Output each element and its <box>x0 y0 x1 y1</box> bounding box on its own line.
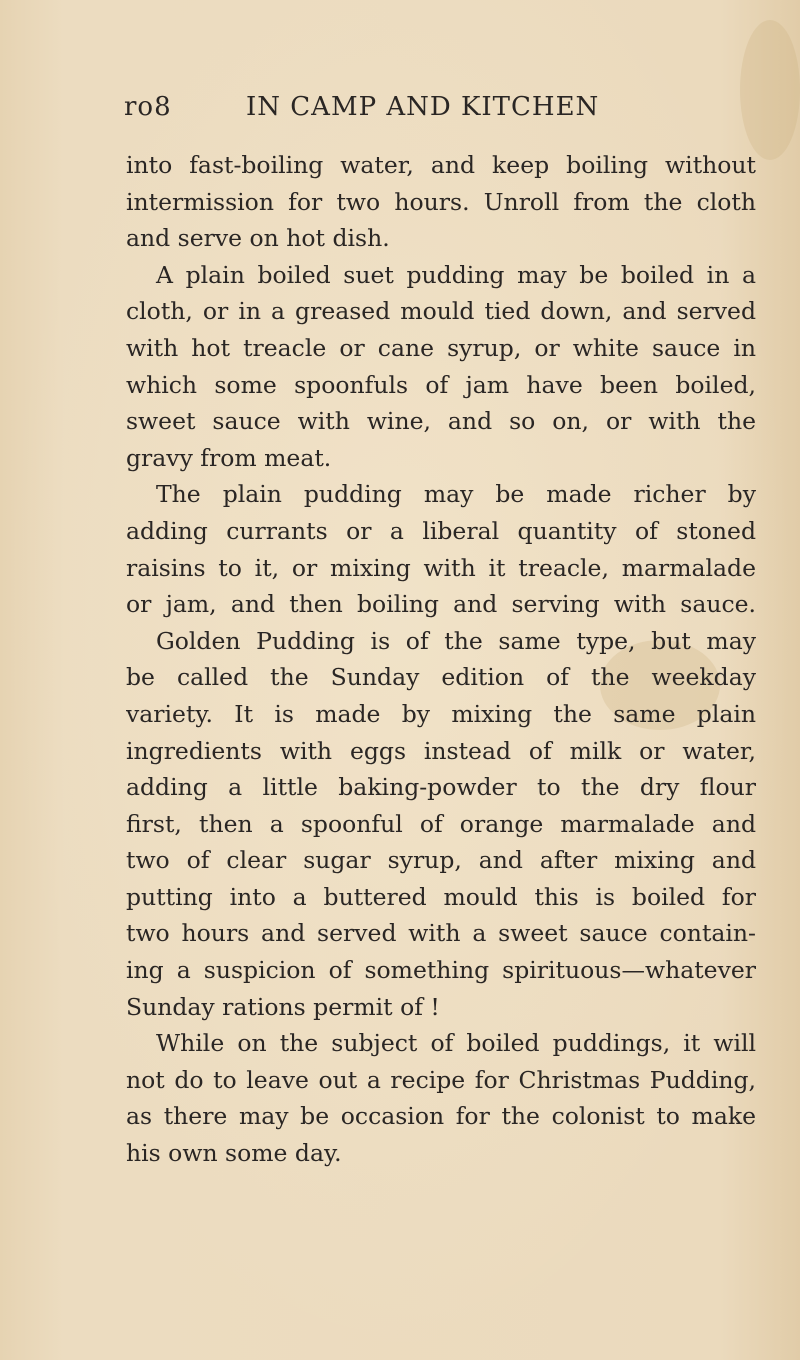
text-line: ing a suspicion of something spirituous—whatever <box>126 956 756 985</box>
text-line: or jam, and then boiling and serving with sauce. <box>126 590 756 619</box>
text-line: sweet sauce with wine, and so on, or with the <box>126 407 756 436</box>
text-line: with hot treacle or cane syrup, or white sauce in <box>126 333 756 362</box>
text-line: and serve on hot dish. <box>126 224 390 253</box>
text-line: While on the subject of boiled puddings, it will <box>156 1029 756 1058</box>
text-line: two hours and served with a sweet sauce contain- <box>126 919 756 948</box>
text-line: ingredients with eggs instead of milk or water, <box>126 736 756 765</box>
text-line: intermission for two hours. Unroll from the cloth <box>126 187 756 216</box>
text-line: Sunday rations permit of ! <box>126 992 440 1021</box>
text-line: adding currants or a liberal quantity of stoned <box>126 516 756 545</box>
body-text <box>126 147 756 1172</box>
text-line: which some spoonfuls of jam have been boiled, <box>126 370 756 399</box>
text-line: gravy from meat. <box>126 443 332 472</box>
paper-stain <box>740 20 800 160</box>
text-line: A plain boiled suet pudding may be boiled in a <box>156 260 756 289</box>
text-line: cloth, or in a greased mould tied down, and served <box>126 297 756 326</box>
text-line: Golden Pudding is of the same type, but may <box>156 626 756 655</box>
text-line: The plain pudding may be made richer by <box>156 480 756 509</box>
text-line: adding a little baking-powder to the dry flour <box>126 773 756 802</box>
text-line: two of clear sugar syrup, and after mixing and <box>126 846 756 875</box>
text-line: first, then a spoonful of orange marmalade and <box>126 809 756 838</box>
text-line: raisins to it, or mixing with it treacle, marmalade <box>126 553 756 582</box>
text-line: into fast-boiling water, and keep boiling without <box>126 151 756 179</box>
running-title: IN CAMP AND KITCHEN <box>246 92 600 122</box>
text-line: putting into a buttered mould this is boiled for <box>126 882 756 911</box>
page-number: ro8 <box>124 92 172 122</box>
text-line: be called the Sunday edition of the weekday <box>126 663 756 692</box>
text-line: his own some day. <box>126 1139 342 1168</box>
text-line: as there may be occasion for the colonist to make <box>126 1102 756 1131</box>
text-line: variety. It is made by mixing the same plain <box>126 699 756 728</box>
page-header <box>124 92 644 132</box>
text-line: not do to leave out a recipe for Christmas Pudding, <box>126 1065 756 1094</box>
